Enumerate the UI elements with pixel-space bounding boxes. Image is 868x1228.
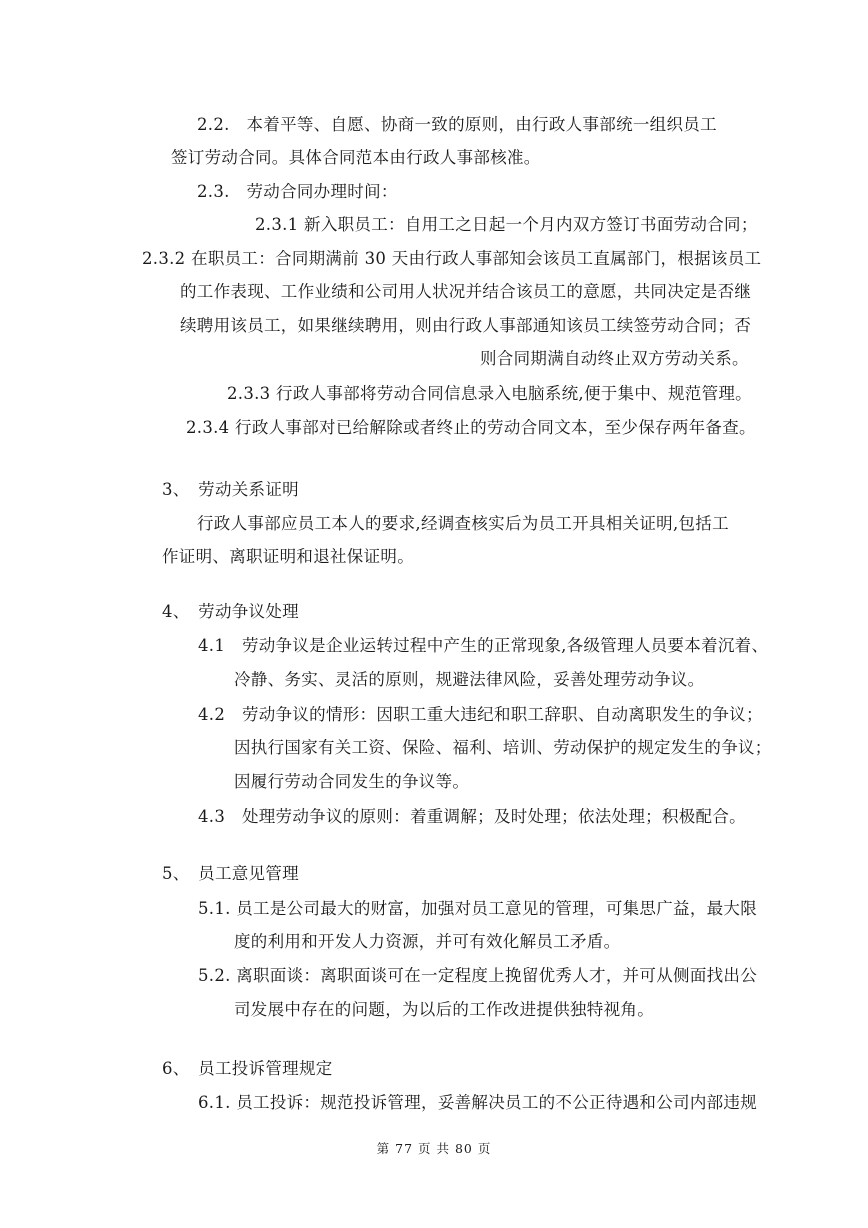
section-3-body-line-2: 作证明、离职证明和退社保证明。 xyxy=(162,547,414,566)
section-2-3-2-line-3: 续聘用该员工，如果继续聘用，则由行政人事部通知该员工续签劳动合同；否 xyxy=(180,316,752,335)
section-4-heading: 4、 劳动争议处理 xyxy=(162,602,299,621)
section-2-2-line-1: 2.2. 本着平等、自愿、协商一致的原则，由行政人事部统一组织员工 xyxy=(197,115,717,134)
section-3-body-line-1: 行政人事部应员工本人的要求,经调查核实后为员工开具相关证明,包括工 xyxy=(197,514,729,533)
section-5-1-line-2: 度的利用和开发人力资源，并可有效化解员工矛盾。 xyxy=(234,932,621,951)
section-2-3-heading: 2.3. 劳动合同办理时间： xyxy=(197,182,398,201)
section-4-1-line-1: 4.1 劳动争议是企业运转过程中产生的正常现象,各级管理人员要本着沉着、 xyxy=(198,636,769,655)
section-2-3-3-line: 2.3.3 行政人事部将劳动合同信息录入电脑系统,便于集中、规范管理。 xyxy=(227,384,752,403)
page-number-footer: 第 77 页 共 80 页 xyxy=(376,1141,492,1156)
section-4-2-line-3: 因履行劳动合同发生的争议等。 xyxy=(234,772,470,791)
section-2-3-1-line: 2.3.1 新入职员工：自用工之日起一个月内双方签订书面劳动合同； xyxy=(255,215,758,234)
section-4-3-line: 4.3 处理劳动争议的原则：着重调解；及时处理；依法处理；积极配合。 xyxy=(198,807,746,826)
section-4-2-line-1: 4.2 劳动争议的情形：因职工重大违纪和职工辞职、自动离职发生的争议； xyxy=(198,705,763,724)
section-2-3-2-line-4: 则合同期满自动终止双方劳动关系。 xyxy=(480,349,749,368)
section-2-3-4-line: 2.3.4 行政人事部对已给解除或者终止的劳动合同文本，至少保存两年备查。 xyxy=(186,418,756,437)
section-2-2-line-2: 签订劳动合同。具体合同范本由行政人事部核准。 xyxy=(171,148,541,167)
section-5-1-line-1: 5.1. 员工是公司最大的财富，加强对员工意见的管理，可集思广益，最大限 xyxy=(198,899,758,918)
section-3-heading: 3、 劳动关系证明 xyxy=(162,480,299,499)
section-4-2-line-2: 因执行国家有关工资、保险、福利、培训、劳动保护的规定发生的争议； xyxy=(234,738,772,757)
section-6-1-line-1: 6.1. 员工投诉：规范投诉管理，妥善解决员工的不公正待遇和公司内部违规 xyxy=(198,1093,758,1112)
section-6-heading: 6、 员工投诉管理规定 xyxy=(162,1059,333,1078)
section-5-2-line-1: 5.2. 离职面谈：离职面谈可在一定程度上挽留优秀人才，并可从侧面找出公 xyxy=(198,966,758,985)
section-5-2-line-2: 司发展中存在的问题，为以后的工作改进提供独特视角。 xyxy=(234,1000,654,1019)
section-2-3-2-line-1: 2.3.2 在职员工：合同期满前 30 天由行政人事部知会该员工直属部门，根据该员工 xyxy=(142,249,762,268)
section-2-3-2-line-2: 的工作表现、工作业绩和公司用人状况并结合该员工的意愿，共同决定是否继 xyxy=(180,282,752,301)
section-4-1-line-2: 冷静、务实、灵活的原则，规避法律风险，妥善处理劳动争议。 xyxy=(234,670,705,689)
section-5-heading: 5、 员工意见管理 xyxy=(162,864,299,883)
